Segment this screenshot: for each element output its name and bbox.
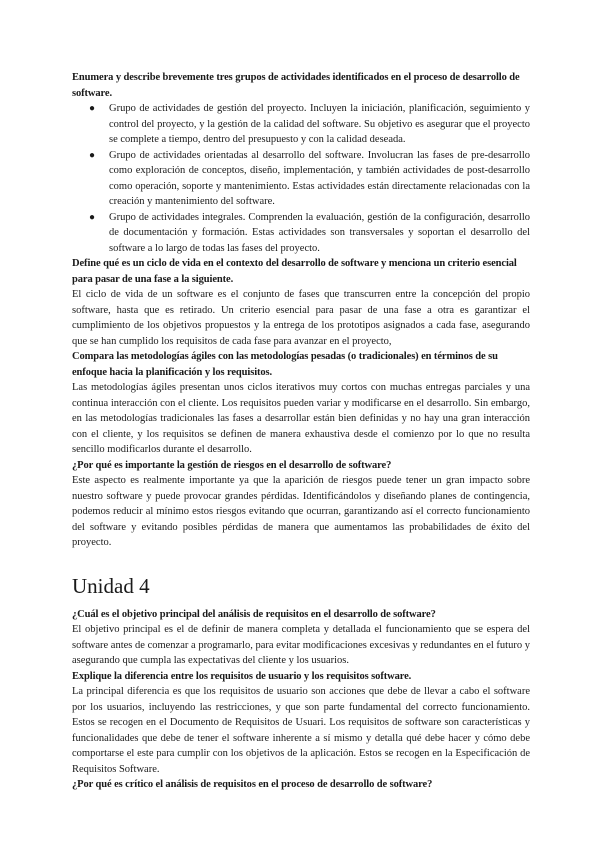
document-page — [72, 70, 530, 793]
question-risk-management: ¿Por qué es importante la gestión de riesgos en el desarrollo de software? — [72, 459, 392, 471]
question-requirements-difference: Explique la diferencia entre los requisitos de usuario y los requisitos software. — [72, 670, 412, 682]
section-heading: Unidad 4 — [72, 573, 150, 598]
question-requirements-objective: ¿Cuál es el objetivo principal del análisis de requisitos en el desarrollo de software? — [72, 608, 436, 620]
list-item: ● Grupo de actividades integrales. Comprenden la evaluación, gestión de la configuración, desarrollo de documentación y formación. Estas actividades son transversales y soportan el desarrollo del software a lo largo de todas las fases del proyecto. — [89, 211, 530, 254]
bullet-icon: ● — [89, 103, 96, 114]
list-item: ● Grupo de actividades orientadas al desarrollo del software. Involucran las fases de pre-desarrollo como exploración de conceptos, diseño, implementación, y también actividades de post-desarrollo como operación, soporte y mantenimiento. Estas actividades están directamente relacionadas con la creación y mantenimiento del software. — [89, 149, 530, 207]
answer-risk-management: Este aspecto es realmente importante ya que la aparición de riesgos puede tener un gran impacto sobre nuestro software y puede provocar grandes pérdidas. Identificándolos y diseñando planes de contingencia, podemos reducir al mínimo estos riesgos evitando que ocurran, garantizando así el correcto funcionamiento del software y evitando posibles pérdidas de manera que aumentamos las probabilidades de éxito del proyecto. — [72, 475, 530, 548]
bullet-icon: ● — [89, 149, 96, 161]
answer-requirements-objective: El objetivo principal es el de definir de manera completa y detallada el funcionamiento que se espera del software antes de comenzar a programarlo, para evitar modificaciones excesivas y redundantes en el futuro y asegurando que cumpla las expectativas del cliente y los usuarios. — [72, 624, 530, 666]
bullet-icon: ● — [89, 211, 96, 223]
answer-requirements-difference: La principal diferencia es que los requisitos de usuario son acciones que debe de llevar a cabo el software por los usuarios, incluyendo las restricciones, y que son parte fundamental del correcto funcionamiento. Estos se recogen en el Documento de Requisitos de Usuari. Los requisitos de software son características y funcionalidades que debe de tener el software inherente a sí mismo y detalla qué debe hacer y cómo debe comportarse el este para cumplir con los objetivos de la aplicación. Estos se recogen en la Especificación de Requisitos Software. — [72, 686, 530, 775]
list-item: ● Grupo de actividades de gestión del proyecto. Incluyen la iniciación, planificación, seguimiento y control del proyecto, y la gestión de la calidad del software. Su objetivo es asegurar que el proyecto se complete a tiempo, dentro del presupuesto y con la calidad deseada. — [89, 103, 530, 145]
activity-groups-list — [72, 101, 530, 256]
question-life-cycle: Define qué es un ciclo de vida en el contexto del desarrollo de software y menciona un criterio esencial para pasar de una fase a la siguiente. — [72, 258, 517, 285]
answer-life-cycle: El ciclo de vida de un software es el conjunto de fases que transcurren entre la concepción del propio software, hasta que es retirado. Un criterio esencial para pasar de una fase a otra es garantizar el cumplimiento de los objetivos propuestos y la entrega de los prototipos asignados a cada fase, asegurando que se han cumplido los requisitos de cada fase para avanzar en el proyecto, — [72, 289, 530, 347]
question-requirements-critical: ¿Por qué es crítico el análisis de requisitos en el proceso de desarrollo de software? — [72, 779, 433, 790]
question-methodologies: Compara las metodologías ágiles con las metodologías pesadas (o tradicionales) en términos de su enfoque hacia la planificación y los requisitos. — [72, 351, 498, 378]
question-activity-groups: Enumera y describe brevemente tres grupos de actividades identificados en el proceso de desarrollo de software. — [72, 72, 520, 99]
answer-methodologies: Las metodologías ágiles presentan unos ciclos iterativos muy cortos con muchas entregas parciales y una continua interacción con el cliente. Los requisitos pueden variar y modificarse en el desarrollo. Sin embargo, en las metodologías tradicionales las fases a desarrollar están bien definidas y no hay una gran interacción con el cliente, y los requisitos se definen de manera exhaustiva desde el comienzo por lo que no resulta sencillo modificarlos durante el desarrollo. — [72, 382, 530, 455]
